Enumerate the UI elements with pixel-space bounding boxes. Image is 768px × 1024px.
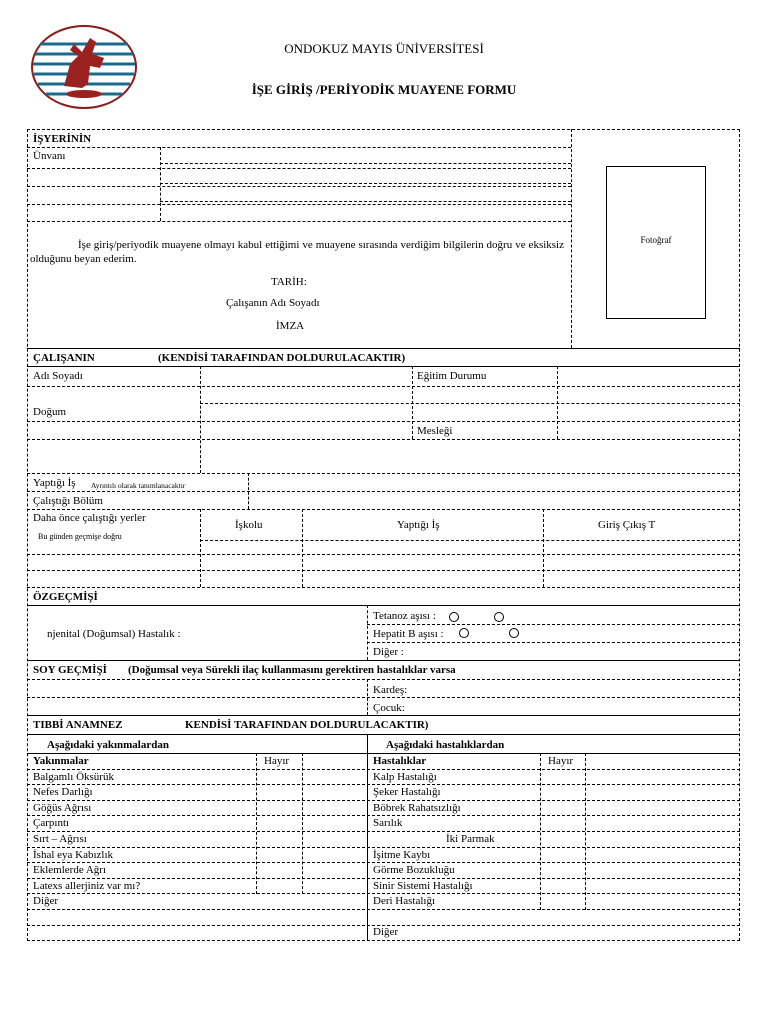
employer-section-title: İŞYERİNİN: [33, 133, 92, 145]
tetanus-label: Tetanoz aşısı :: [373, 610, 436, 622]
employee-section-note: (KENDİSİ TARAFINDAN DOLDURULACAKTIR): [158, 352, 406, 364]
history-other-label: Diğer :: [373, 646, 404, 658]
grid-center-rule: [367, 734, 368, 941]
sibling-label: Kardeş:: [373, 684, 408, 696]
col-workplace: İşkolu: [235, 519, 263, 531]
disease-item: Deri Hastalığı: [373, 895, 436, 907]
col-dates: Giriş Çıkış T: [598, 519, 656, 531]
complaints-col-header: Yakınmalar: [33, 755, 89, 767]
grid-rule: [27, 893, 740, 894]
col-job: Yaptığı İş: [397, 519, 440, 531]
education-label: Eğitim Durumu: [417, 370, 487, 382]
job-note: Ayrıntılı olarak tanımlanacaktır: [91, 481, 186, 490]
profession-label: Mesleği: [417, 425, 453, 437]
complaint-item: Latexs allerjiniz var mı?: [33, 880, 141, 892]
grid-rule: [27, 862, 740, 863]
declaration-text: İşe giriş/periyodik muayene olmayı kabul ettiğimi ve muayene sırasında verdiğim bilgilerin doğru ve eksiksiz olduğunu beyan ederim.: [30, 239, 564, 265]
complaint-item: Diğer: [33, 895, 59, 907]
complaint-item: Eklemlerde Ağrı: [33, 864, 107, 876]
disease-item: İki Parmak: [446, 833, 495, 845]
complaint-item: İshal eya Kabızlık: [33, 849, 114, 861]
university-name: ONDOKUZ MAYIS ÜNİVERSİTESİ: [284, 41, 484, 56]
diseases-heading: Aşağıdaki hastalıklardan: [386, 739, 505, 751]
grid-rule: [27, 815, 740, 816]
disease-item: Şeker Hastalığı: [373, 786, 441, 798]
anamnesis-section-title: TIBBİ ANAMNEZ: [33, 719, 123, 731]
disease-item: Kalp Hastalığı: [373, 771, 437, 783]
diseases-no-header: Hayır: [548, 755, 574, 767]
previous-workplaces-label: Daha önce çalıştığı yerler: [33, 512, 146, 524]
grid-col-rule: [256, 753, 257, 894]
disease-item: İşitme Kaybı: [373, 849, 431, 861]
grid-col-rule: [540, 753, 541, 910]
employee-name-label: Çalışanın Adı Soyadı: [226, 297, 320, 309]
grid-rule: [27, 769, 740, 770]
diseases-col-header: Hastalıklar: [373, 755, 427, 767]
employee-section-title: ÇALIŞANIN: [33, 352, 95, 364]
grid-rule: [27, 784, 740, 785]
diseases-other-bottom: Diğer: [373, 926, 399, 938]
complaint-item: Balgamlı Öksürük: [33, 771, 114, 783]
date-label: TARİH:: [271, 276, 307, 288]
birth-label: Doğum: [33, 406, 66, 418]
disease-item: Sinir Sistemi Hastalığı: [373, 880, 473, 892]
employer-title-label: Ünvanı: [33, 150, 66, 162]
university-logo: [30, 24, 138, 110]
grid-rule: [27, 878, 740, 879]
photo-label: Fotoğraf: [640, 235, 672, 245]
hepatitis-option-2[interactable]: [509, 628, 519, 638]
disease-item: Sarılık: [373, 817, 403, 829]
job-label: Yaptığı İş: [33, 477, 76, 489]
grid-rule: [27, 909, 740, 910]
complaints-no-header: Hayır: [264, 755, 290, 767]
disease-item: Görme Bozukluğu: [373, 864, 455, 876]
complaint-item: Sırt – Ağrısı: [33, 833, 87, 845]
tetanus-option-1[interactable]: [449, 612, 459, 622]
congenital-label: njenital (Doğumsal) Hastalık :: [47, 628, 181, 640]
grid-rule: [27, 831, 740, 832]
anamnesis-section-note: KENDİSİ TARAFINDAN DOLDURULACAKTIR): [185, 719, 429, 731]
child-label: Çocuk:: [373, 702, 405, 714]
form-title: İŞE GİRİŞ /PERİYODİK MUAYENE FORMU: [251, 82, 517, 97]
family-section-title: SOY GEÇMİŞİ: [33, 664, 107, 676]
previous-workplaces-note: Bu günden geçmişe doğru: [38, 532, 122, 541]
complaint-item: Nefes Darlığı: [33, 786, 93, 798]
complaint-item: Çarpıntı: [33, 817, 70, 829]
grid-rule: [27, 800, 740, 801]
family-section-note: (Doğumsal veya Sürekli ilaç kullanmasını gerektiren hastalıklar varsa: [128, 664, 456, 676]
grid-rule: [27, 847, 740, 848]
complaints-heading: Aşağıdaki yakınmalardan: [47, 739, 169, 751]
grid-col-rule: [302, 753, 303, 894]
tetanus-option-2[interactable]: [494, 612, 504, 622]
hepatitis-label: Hepatit B aşısı :: [373, 628, 444, 640]
disease-item: Böbrek Rahatsızlığı: [373, 802, 461, 814]
complaint-item: Göğüs Ağrısı: [33, 802, 92, 814]
department-label: Çalıştığı Bölüm: [33, 495, 103, 507]
history-section-title: ÖZGEÇMİŞİ: [33, 591, 98, 603]
hepatitis-option-1[interactable]: [459, 628, 469, 638]
signature-label: İMZA: [276, 320, 305, 332]
grid-col-rule: [585, 753, 586, 910]
name-label: Adı Soyadı: [33, 370, 83, 382]
